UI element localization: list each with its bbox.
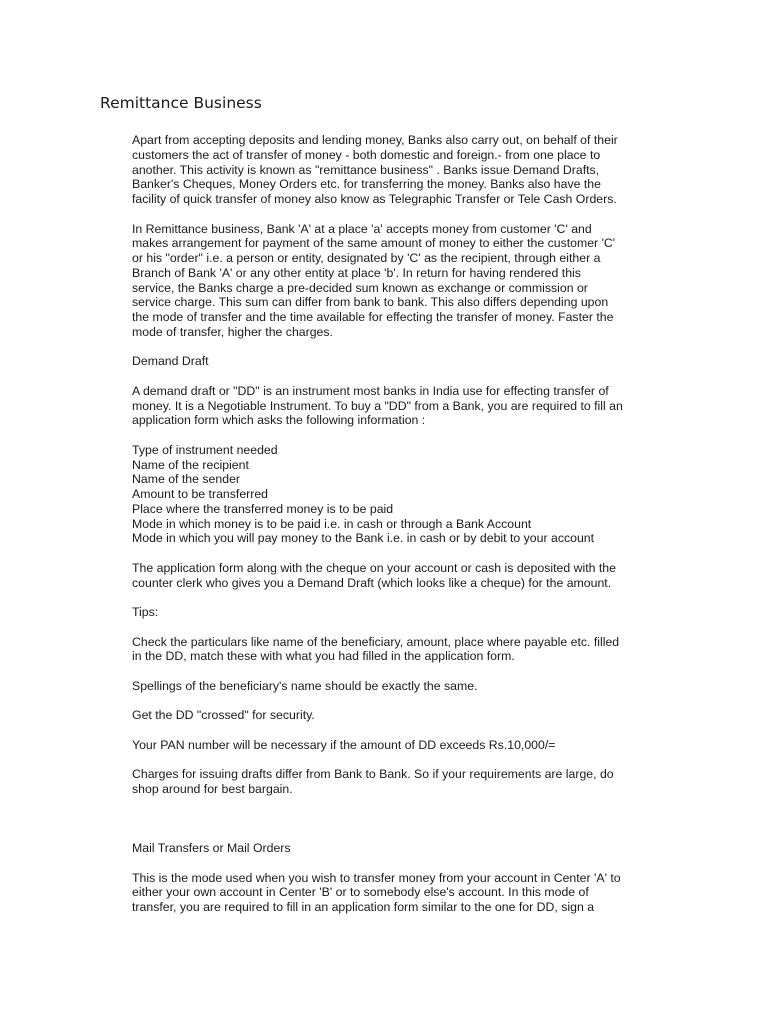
paragraph <box>132 708 632 723</box>
paragraph <box>132 679 632 694</box>
text-line: Mail Transfers or Mail Orders <box>132 841 291 855</box>
text-line: Mode in which money is to be paid i.e. in cash or through a Bank Account <box>132 516 532 531</box>
section-spacer <box>132 812 632 842</box>
text-line: mode of transfer, higher the charges. <box>132 324 333 339</box>
text-line: service, the Banks charge a pre-decided sum known as exchange or commission or <box>132 280 588 295</box>
text-line: A demand draft or "DD" is an instrument most banks in India use for effecting transfer of <box>132 383 609 398</box>
paragraph <box>132 354 632 369</box>
text-line: Name of the sender <box>132 472 241 487</box>
text-line: the mode of transfer and the time available for effecting the transfer of money. Faster the <box>132 310 614 324</box>
text-line: Check the particulars like name of the beneficiary, amount, place where payable etc. filled <box>132 634 620 649</box>
document-body <box>132 133 632 930</box>
document-title: Remittance Business <box>100 94 262 112</box>
text-line: or his "order" i.e. a person or entity, designated by 'C' as the recipient, through either a <box>132 251 601 265</box>
paragraph <box>132 443 632 546</box>
text-line: The application form along with the cheque on your account or cash is deposited with the <box>132 560 616 575</box>
paragraph <box>132 222 632 340</box>
text-line: application form which asks the following information : <box>132 413 426 428</box>
paragraph <box>132 605 632 620</box>
text-line: Place where the transferred money is to be paid <box>132 501 394 516</box>
text-line: Type of instrument needed <box>132 442 278 457</box>
text-line: Amount to be transferred <box>132 487 269 501</box>
paragraph <box>132 133 632 207</box>
text-line: Apart from accepting deposits and lending money, Banks also carry out, on behalf of their <box>132 133 618 147</box>
text-line: Get the DD "crossed" for security. <box>132 708 315 723</box>
text-line: makes arrangement for payment of the same amount of money to either the customer 'C' <box>132 236 616 251</box>
paragraph <box>132 561 632 591</box>
text-line: Demand Draft <box>132 354 209 369</box>
text-line: another. This activity is known as "remittance business" . Banks issue Demand Drafts, <box>132 162 600 177</box>
paragraph <box>132 871 632 915</box>
text-line: Branch of Bank 'A' or any other entity at place 'b'. In return for having rendered this <box>132 265 581 280</box>
text-line: service charge. This sum can differ from bank to bank. This also differs depending upon <box>132 295 609 310</box>
text-line: Banker's Cheques, Money Orders etc. for transferring the money. Banks also have the <box>132 177 601 192</box>
text-line: money. It is a Negotiable Instrument. To buy a "DD" from a Bank, you are required to fill an <box>132 398 623 413</box>
text-line: In Remittance business, Bank 'A' at a place 'a' accepts money from customer 'C' and <box>132 221 592 236</box>
text-line: either your own account in Center 'B' or to somebody else's account. In this mode of <box>132 885 589 900</box>
text-line: transfer, you are required to fill in an application form similar to the one for DD, sign a <box>132 900 595 914</box>
paragraph <box>132 767 632 797</box>
paragraph <box>132 738 632 753</box>
text-line: customers the act of transfer of money - both domestic and foreign.- from one place to <box>132 147 601 162</box>
text-line: shop around for best bargain. <box>132 782 293 796</box>
text-line: Your PAN number will be necessary if the amount of DD exceeds Rs.10,000/= <box>132 737 556 752</box>
text-line: This is the mode used when you wish to transfer money from your account in Center 'A' to <box>132 870 621 885</box>
text-line: in the DD, match these with what you had filled in the application form. <box>132 649 515 664</box>
text-line: Spellings of the beneficiary's name should be exactly the same. <box>132 678 478 693</box>
text-line: counter clerk who gives you a Demand Draft (which looks like a cheque) for the amount. <box>132 575 612 590</box>
text-line: Mode in which you will pay money to the Bank i.e. in cash or by debit to your account <box>132 531 595 546</box>
paragraph <box>132 635 632 665</box>
text-line: Name of the recipient <box>132 457 249 472</box>
paragraph <box>132 841 632 856</box>
text-line: Charges for issuing drafts differ from Bank to Bank. So if your requirements are large, do <box>132 767 614 782</box>
text-line: Tips: <box>132 605 159 619</box>
paragraph <box>132 384 632 428</box>
text-line: facility of quick transfer of money also know as Telegraphic Transfer or Tele Cash Orders. <box>132 192 617 206</box>
